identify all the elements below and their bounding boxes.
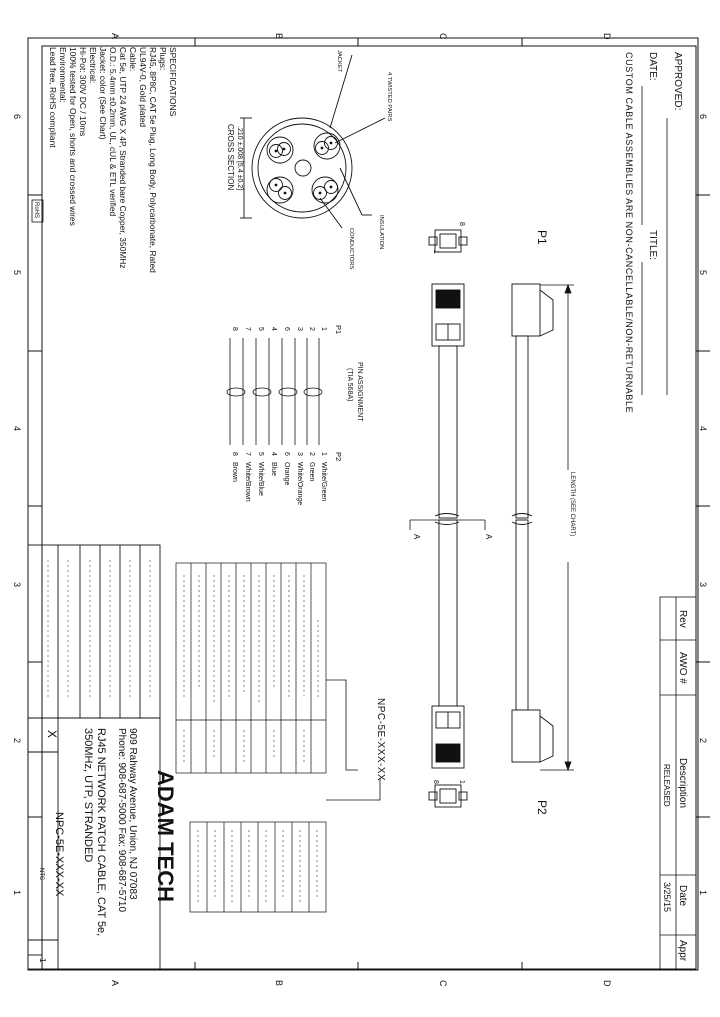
- zone-row-c-bottom: C: [438, 980, 448, 987]
- p1-assembly: [429, 230, 553, 518]
- pin-p1-number: 2: [308, 327, 315, 331]
- pin-p1-number: 8: [231, 327, 238, 331]
- part-number: NPC-5E-XXX-XX: [53, 812, 65, 897]
- pin-color: White/Green: [320, 462, 327, 502]
- pin-color: White/Blue: [257, 462, 264, 496]
- p2-plug-side: [512, 710, 540, 762]
- pin-p1-number: 3: [296, 327, 303, 331]
- twisted-pairs-label: 4 TWISTED PAIRS: [386, 72, 392, 122]
- diameter-dimension: .210 ±.008 [5.4 ±0.2]: [236, 126, 243, 191]
- p1-pin1: 1: [432, 250, 439, 254]
- company-address: 909 Rahway Avenue, Union, NJ 07083: [127, 728, 138, 900]
- part-callout: NPC-5E-XXX-XX: [375, 698, 386, 782]
- zone-row-d-top: D: [602, 33, 612, 40]
- inner-border: [42, 46, 696, 969]
- faded-title-fields: [48, 560, 150, 700]
- rohs-badge-text: RoHS: [33, 202, 39, 219]
- spec-line: Lead free, RoHS compliant: [48, 47, 58, 148]
- approval-header: [624, 52, 683, 413]
- pin-p1-number: 6: [283, 327, 290, 331]
- company-name: ADAM TECH: [153, 770, 178, 902]
- part-callout-leader: [326, 680, 380, 800]
- specifications-block: [32, 47, 178, 273]
- revision-description: RELEASED: [662, 764, 671, 807]
- zone-col-4-left: 4: [12, 426, 22, 432]
- pin-assignment-subtitle: (TIA 568A): [346, 368, 353, 402]
- zone-col-1-left: 1: [12, 890, 22, 896]
- spec-line: Hi-Pot: 300V DC / 10ms: [78, 47, 88, 137]
- pin-p1-label: P1: [334, 325, 343, 335]
- p2-pin1: 1: [458, 780, 465, 784]
- pin-p2-number: 6: [283, 452, 290, 456]
- zone-col-3-left: 3: [12, 582, 22, 588]
- date-label: DATE:: [647, 52, 658, 81]
- pin-color: Blue: [270, 462, 277, 477]
- awo-header: AWO #: [677, 652, 688, 684]
- p1-pin8: 8: [458, 222, 465, 226]
- jacket-label: JACKET: [336, 50, 342, 73]
- zone-col-5-right: 5: [698, 270, 708, 276]
- p1-label: P1: [535, 230, 549, 245]
- pin-p2-number: 5: [257, 452, 264, 456]
- product-description-2: 350MHz, UTP, STRANDED: [82, 728, 94, 863]
- date-header: Date: [677, 885, 688, 907]
- zone-col-1-right: 1: [698, 890, 708, 896]
- notice-text: CUSTOM CABLE ASSEMBLIES ARE NON-CANCELLABLE/NON-RETURNABLE: [624, 52, 634, 414]
- spec-line: Cable:: [128, 47, 138, 72]
- p2-label: P2: [535, 800, 549, 815]
- pin-p2-number: 7: [244, 452, 251, 456]
- scale-value: X: [45, 730, 59, 739]
- approved-label: APPROVED:: [672, 52, 683, 111]
- pin-p2-number: 4: [270, 452, 277, 456]
- pin-p1-number: 4: [270, 327, 277, 331]
- zone-row-b-bottom: B: [274, 980, 284, 987]
- pin-p2-label: P2: [334, 452, 343, 462]
- pin-p2-number: 3: [296, 452, 303, 456]
- spec-line: Electrical:: [88, 47, 98, 84]
- pin-p2-number: 2: [308, 452, 315, 456]
- spec-heading: SPECIFICATIONS: [168, 47, 178, 117]
- p2-end-view: [435, 785, 461, 807]
- pin-p1-number: 5: [257, 327, 264, 331]
- twisted-pair: [312, 177, 338, 203]
- zone-col-5-left: 5: [12, 270, 22, 276]
- zone-col-6-left: 6: [12, 114, 22, 120]
- conductors-label: CONDUCTORS: [348, 228, 354, 270]
- spec-line: Plugs:: [158, 47, 168, 71]
- pin-p1-number: 1: [320, 327, 327, 331]
- zone-col-2-left: 2: [12, 738, 22, 744]
- zone-col-4-right: 4: [698, 426, 708, 432]
- p1-plug-side: [512, 284, 540, 336]
- insulation-label: INSULATION: [378, 215, 384, 250]
- p2-assembly: [429, 520, 553, 807]
- spec-line: O.D.: 5.4mm ±0.2mm, UL, cUL & ETL verified: [108, 47, 118, 217]
- section-mark-a-1: A: [412, 534, 421, 540]
- description-header: Description: [677, 758, 688, 809]
- spec-line: Jacket: color (See Chart): [98, 47, 108, 140]
- pin-p2-number: 1: [320, 452, 327, 456]
- product-description-1: RJ45 NETWORK PATCH CABLE, CAT 5e,: [95, 728, 107, 937]
- zone-row-d-bottom: D: [602, 980, 612, 987]
- twisted-pair: [267, 137, 293, 163]
- pin-color: Brown: [231, 462, 238, 482]
- cable-body-side-2: [516, 520, 528, 710]
- pin-assignment-title: PIN ASSIGNMENT: [356, 362, 363, 422]
- zone-row-a-top: A: [110, 33, 120, 40]
- cable-body-top: [439, 346, 457, 518]
- pin-p1-number: 7: [244, 327, 251, 331]
- sheet-number: 1: [38, 958, 47, 963]
- twisted-pair: [314, 133, 340, 159]
- pin-color: Orange: [283, 462, 290, 486]
- color-chart-table: [190, 822, 326, 912]
- spec-line: UL94V-0, Gold plated: [138, 47, 148, 128]
- pin-p2-number: 8: [231, 452, 238, 456]
- length-label: LENGTH (SEE CHART): [569, 472, 575, 537]
- zone-row-a-bottom: A: [110, 980, 120, 987]
- pin-color: White/Brown: [244, 462, 251, 502]
- spec-line: Environmental:: [58, 47, 68, 103]
- cross-section-caption: CROSS SECTION: [226, 124, 235, 191]
- p1-end-view: [435, 230, 461, 252]
- pin-assignment: [227, 325, 363, 505]
- revision-date: 3/25/15: [662, 882, 672, 913]
- twisted-pair: [267, 177, 293, 203]
- spec-line: RJ45, 8P8C, CAT 5e Plug, Long Body, Polycarbonate, Rated: [148, 47, 158, 273]
- appr-header: Appr: [677, 940, 688, 962]
- zone-row-b-top: B: [274, 33, 284, 40]
- nts-label: NTS: [38, 868, 44, 880]
- cable-cross-section: [240, 55, 385, 228]
- rev-header: Rev: [677, 610, 688, 628]
- zone-col-2-right: 2: [698, 738, 708, 744]
- zone-row-c-top: C: [438, 33, 448, 40]
- spec-line: Cat 5e, UTP 24 AWG X 4P, Stranded bare Copper, 350MHz: [118, 47, 128, 269]
- faded-color-entries: [198, 830, 317, 905]
- jacket-outer: [252, 118, 352, 218]
- spec-line: 100% tested for Open, shorts and crossed wires: [68, 47, 78, 226]
- zone-col-3-right: 3: [698, 582, 708, 588]
- p2-pin8: 8: [432, 780, 439, 784]
- cable-body-top-2: [439, 520, 457, 706]
- pin-color: Green: [308, 462, 315, 482]
- title-label: TITLE:: [647, 230, 658, 261]
- cable-body-side: [516, 336, 528, 518]
- zone-col-6-right: 6: [698, 114, 708, 120]
- pin-color: White/Orange: [296, 462, 303, 506]
- company-phone: Phone: 908-687-5000 Fax: 908-687-5710: [116, 728, 127, 913]
- section-mark-a-2: A: [484, 534, 493, 540]
